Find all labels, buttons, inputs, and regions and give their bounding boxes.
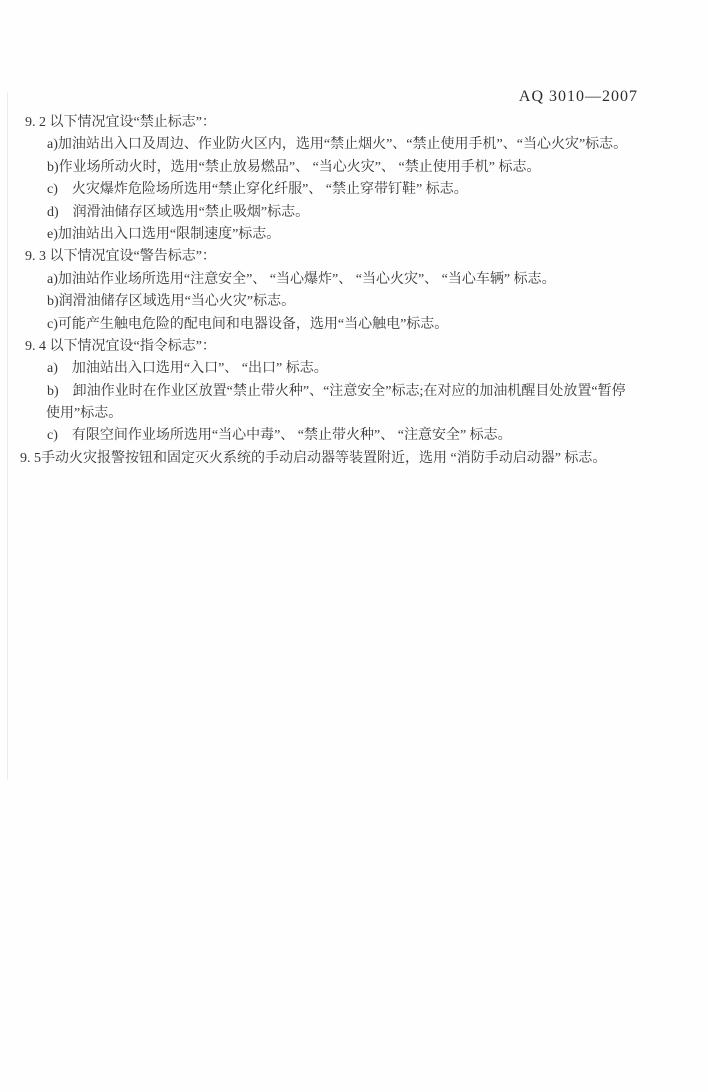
clause-9-5: 9. 5手动火灾报警按钮和固定灭火系统的手动启动器等装置附近，选用 “消防手动启动器” 标志。	[20, 450, 607, 466]
clause-9-2-item-b: b)作业场所动火时，选用“禁止放易燃品”、 “当心火灾”、 “禁止使用手机” 标志。	[47, 159, 541, 175]
clause-9-4-item-b-cont: 使用”标志。	[46, 406, 123, 422]
clause-9-2-heading: 9. 2 以下情况宜设“禁止标志”：	[25, 115, 216, 130]
clause-9-3-item-b: b)润滑油储存区域选用“当心火灾”标志。	[47, 294, 296, 310]
clause-9-2-item-a: a)加油站出入口及周边、作业防火区内，选用“禁止烟火”、“禁止使用手机”、“当心火灾”标志。	[47, 137, 628, 153]
standard-code-header: AQ 3010—2007	[518, 88, 638, 105]
clause-9-4-heading: 9. 4 以下情况宜设“指令标志”：	[25, 338, 216, 354]
clause-text-block	[0, 112, 708, 470]
clause-9-2-item-e: e)加油站出入口选用“限制速度”标志。	[47, 226, 281, 242]
clause-9-2-item-c: c) 火灾爆炸危险场所选用“禁止穿化纤服”、 “禁止穿带钉鞋” 标志。	[47, 182, 468, 198]
clause-9-4-item-b: b) 卸油作业时在作业区放置“禁止带火种”、“注意安全”标志;在对应的加油机醒目处放置“暂停	[47, 383, 626, 399]
clause-9-3-item-a: a)加油站作业场所选用“注意安全”、 “当心爆炸”、 “当心火灾”、 “当心车辆” 标志。	[47, 271, 556, 287]
clause-9-4-item-c: c) 有限空间作业场所选用“当心中毒”、 “禁止带火种”、 “注意安全” 标志。	[47, 428, 512, 444]
clause-9-2-item-d: d) 润滑油储存区域选用“禁止吸烟”标志。	[47, 204, 310, 220]
clause-9-3-heading: 9. 3 以下情况宜设“警告标志”：	[25, 249, 216, 265]
clause-9-3-item-c: c)可能产生触电危险的配电间和电器设备，选用“当心触电”标志。	[47, 316, 449, 332]
clause-9-4-item-a: a) 加油站出入口选用“入口”、 “出口” 标志。	[47, 361, 328, 377]
